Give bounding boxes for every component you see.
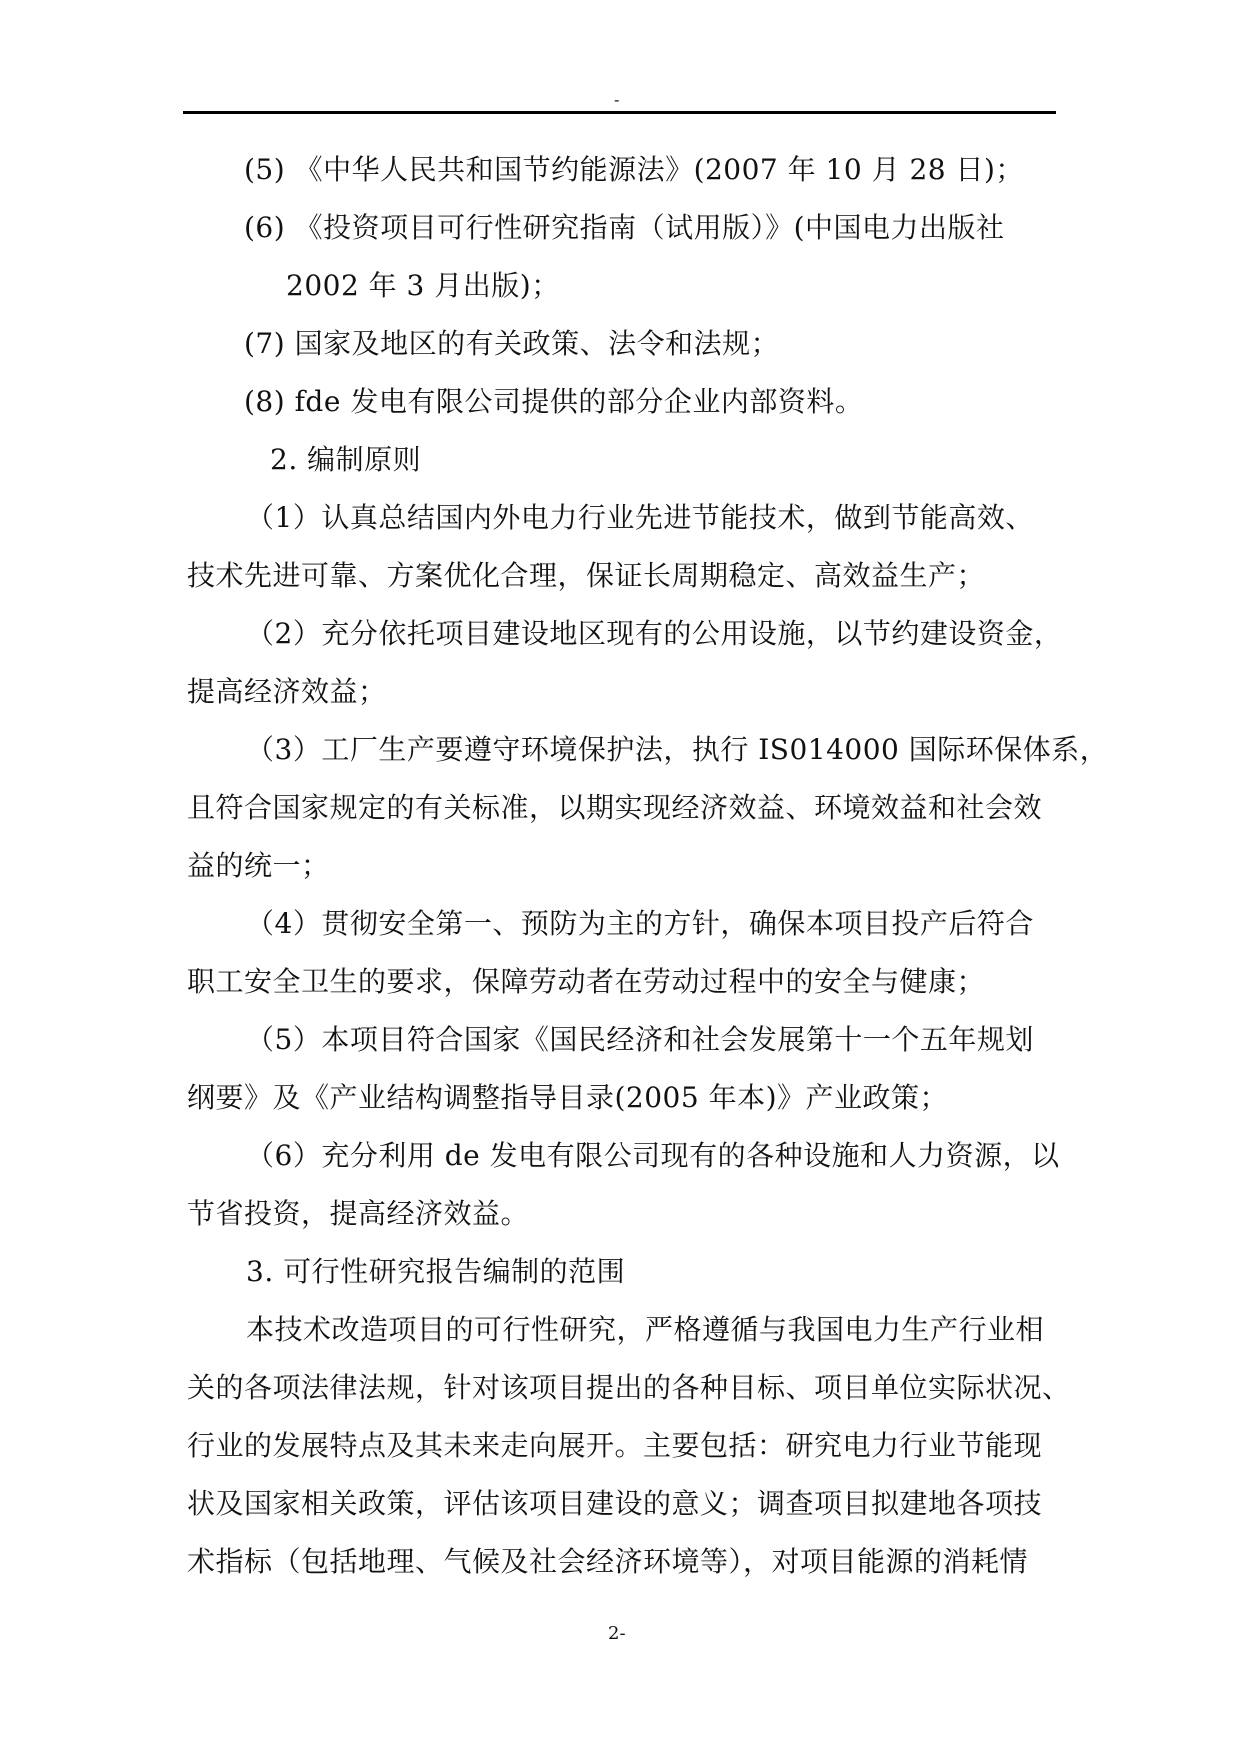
body-line: （4）贯彻安全第一、预防为主的方针，确保本项目投产后符合 [246, 907, 1034, 940]
body-line: 益的统一； [187, 849, 330, 882]
header-rule [183, 111, 1056, 114]
body-line: 行业的发展特点及其未来走向展开。主要包括：研究电力行业节能现 [187, 1429, 1043, 1462]
body-line: 职工安全卫生的要求，保障劳动者在劳动过程中的安全与健康； [187, 965, 986, 998]
body-line: 纲要》及《产业结构调整指导目录(2005 年本)》产业政策； [187, 1081, 949, 1114]
body-line: (7) 国家及地区的有关政策、法令和法规； [244, 327, 780, 360]
body-line: 本技术改造项目的可行性研究，严格遵循与我国电力生产行业相 [246, 1313, 1045, 1346]
body-line: 节省投资，提高经济效益。 [187, 1197, 530, 1230]
body-line: 术指标（包括地理、气候及社会经济环境等），对项目能源的消耗情 [187, 1545, 1029, 1578]
body-line: 2002 年 3 月出版)； [286, 269, 560, 302]
body-line: 关的各项法律法规，针对该项目提出的各种目标、项目单位实际状况、 [187, 1371, 1071, 1404]
body-line: 3. 可行性研究报告编制的范围 [246, 1255, 626, 1288]
body-line: （1）认真总结国内外电力行业先进节能技术，做到节能高效、 [246, 501, 1034, 534]
body-line: （2）充分依托项目建设地区现有的公用设施，以节约建设资金， [246, 617, 1063, 650]
body-line: (5) 《中华人民共和国节约能源法》(2007 年 10 月 28 日)； [244, 153, 1024, 186]
body-line: 提高经济效益； [187, 675, 387, 708]
page-number: 2- [608, 1623, 626, 1644]
body-line: 2. 编制原则 [270, 443, 422, 476]
body-line: (6) 《投资项目可行性研究指南（试用版）》(中国电力出版社 [244, 211, 1005, 244]
body-line: 状及国家相关政策，评估该项目建设的意义；调查项目拟建地各项技 [187, 1487, 1043, 1520]
page-header-mark: - [614, 90, 620, 109]
body-line: （6）充分利用 de 发电有限公司现有的各种设施和人力资源，以 [246, 1139, 1060, 1172]
body-line: (8) fde 发电有限公司提供的部分企业内部资料。 [244, 385, 864, 418]
body-line: 且符合国家规定的有关标准，以期实现经济效益、环境效益和社会效 [187, 791, 1043, 824]
body-line: 技术先进可靠、方案优化合理，保证长周期稳定、高效益生产； [187, 559, 986, 592]
body-line: （3）工厂生产要遵守环境保护法，执行 IS014000 国际环保体系， [246, 733, 1109, 766]
body-line: （5）本项目符合国家《国民经济和社会发展第十一个五年规划 [246, 1023, 1034, 1056]
